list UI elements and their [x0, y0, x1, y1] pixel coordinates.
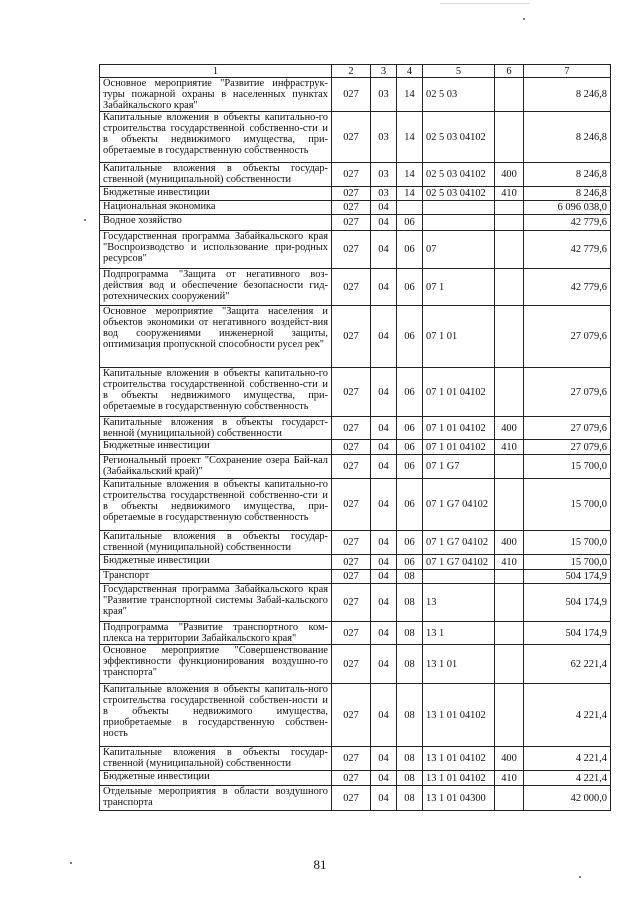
amount-cell: 27 079,6 [524, 440, 611, 455]
table-row [100, 645, 611, 684]
name-cell: Капитальные вложения в объекты капиталь-ного строительства государственной собствен-ности и в объекты недвижимого имущества, приобретаемые в государственную собствен-ность [100, 684, 332, 747]
code-6-cell [495, 570, 524, 584]
code-3-cell: 04 [371, 201, 397, 215]
code-6-cell [495, 684, 524, 747]
code-4-cell: 08 [397, 684, 423, 747]
table-row [100, 570, 611, 584]
code-3-cell: 03 [371, 187, 397, 201]
code-2-cell: 027 [332, 479, 371, 531]
table-row [100, 622, 611, 645]
code-4-cell: 14 [397, 78, 423, 112]
code-6-cell [495, 112, 524, 163]
amount-cell: 42 779,6 [524, 269, 611, 306]
code-2-cell: 027 [332, 306, 371, 368]
table-row [100, 479, 611, 531]
scan-artifact-line [440, 3, 530, 4]
header-cell: 6 [495, 65, 524, 78]
code-5-cell: 07 1 G7 04102 [423, 555, 495, 570]
amount-cell: 4 221,4 [524, 747, 611, 771]
name-cell: Бюджетные инвестиции [100, 187, 332, 201]
amount-cell: 42 779,6 [524, 215, 611, 231]
scan-speck [523, 18, 525, 20]
code-3-cell: 04 [371, 747, 397, 771]
table-row [100, 163, 611, 187]
name-cell: Капитальные вложения в объекты государ-ственной (муниципальной) собственности [100, 747, 332, 771]
amount-cell: 27 079,6 [524, 368, 611, 417]
code-5-cell [423, 570, 495, 584]
code-2-cell: 027 [332, 112, 371, 163]
table-row [100, 215, 611, 231]
code-5-cell: 13 [423, 584, 495, 622]
name-cell: Национальная экономика [100, 201, 332, 215]
code-3-cell: 04 [371, 771, 397, 786]
table-row [100, 112, 611, 163]
code-6-cell: 410 [495, 187, 524, 201]
code-3-cell: 04 [371, 622, 397, 645]
code-5-cell: 13 1 01 04102 [423, 747, 495, 771]
code-6-cell [495, 368, 524, 417]
code-4-cell: 08 [397, 645, 423, 684]
table-row [100, 531, 611, 555]
code-4-cell: 06 [397, 440, 423, 455]
code-2-cell: 027 [332, 78, 371, 112]
code-3-cell: 04 [371, 269, 397, 306]
table-row [100, 368, 611, 417]
code-6-cell: 400 [495, 163, 524, 187]
code-6-cell: 400 [495, 531, 524, 555]
name-cell: Основное мероприятие "Совершенствование эффективности функционирования воздушно-го транспорта" [100, 645, 332, 684]
amount-cell: 6 096 038,0 [524, 201, 611, 215]
code-3-cell: 03 [371, 112, 397, 163]
header-cell: 4 [397, 65, 423, 78]
header-cell: 7 [524, 65, 611, 78]
amount-cell: 27 079,6 [524, 417, 611, 440]
table-row [100, 747, 611, 771]
name-cell: Капитальные вложения в объекты государст-венной (муниципальной) собственности [100, 417, 332, 440]
code-6-cell [495, 231, 524, 269]
code-2-cell: 027 [332, 531, 371, 555]
code-3-cell: 04 [371, 570, 397, 584]
code-4-cell: 14 [397, 163, 423, 187]
name-cell: Отдельные мероприятия в области воздушного транспорта [100, 786, 332, 811]
code-5-cell [423, 201, 495, 215]
header-cell: 5 [423, 65, 495, 78]
code-5-cell: 07 1 G7 04102 [423, 531, 495, 555]
code-4-cell [397, 201, 423, 215]
name-cell: Капитальные вложения в объекты капитально-го строительства государственной собственно-сти и в объекты недвижимого имущества, при-обретаемые в государственную собственность [100, 112, 332, 163]
amount-cell: 504 174,9 [524, 570, 611, 584]
table-row [100, 417, 611, 440]
table-body [100, 78, 611, 811]
code-4-cell: 06 [397, 368, 423, 417]
code-2-cell: 027 [332, 455, 371, 479]
name-cell: Бюджетные инвестиции [100, 440, 332, 455]
code-2-cell: 027 [332, 771, 371, 786]
code-6-cell [495, 622, 524, 645]
code-2-cell: 027 [332, 570, 371, 584]
code-2-cell: 027 [332, 215, 371, 231]
code-3-cell: 04 [371, 368, 397, 417]
name-cell: Бюджетные инвестиции [100, 555, 332, 570]
code-6-cell: 410 [495, 555, 524, 570]
code-5-cell: 07 1 01 04102 [423, 440, 495, 455]
code-4-cell: 06 [397, 417, 423, 440]
amount-cell: 42 000,0 [524, 786, 611, 811]
name-cell: Капитальные вложения в объекты капитально-го строительства государственной собственно-сти и в объекты недвижимого имущества, при-обретаемые в государственную собственность [100, 368, 332, 417]
code-6-cell [495, 215, 524, 231]
amount-cell: 4 221,4 [524, 684, 611, 747]
table-row [100, 306, 611, 368]
table-row [100, 684, 611, 747]
code-6-cell: 400 [495, 417, 524, 440]
table-row [100, 786, 611, 811]
amount-cell: 15 700,0 [524, 555, 611, 570]
name-cell: Транспорт [100, 570, 332, 584]
amount-cell: 8 246,8 [524, 163, 611, 187]
code-3-cell: 04 [371, 555, 397, 570]
name-cell: Капитальные вложения в объекты государ-ственной (муниципальной) собственности [100, 531, 332, 555]
table-row [100, 269, 611, 306]
amount-cell: 8 246,8 [524, 187, 611, 201]
code-5-cell: 02 5 03 [423, 78, 495, 112]
amount-cell: 15 700,0 [524, 479, 611, 531]
table-row [100, 201, 611, 215]
amount-cell: 504 174,9 [524, 584, 611, 622]
header-cell: 2 [332, 65, 371, 78]
code-3-cell: 04 [371, 417, 397, 440]
code-2-cell: 027 [332, 368, 371, 417]
code-2-cell: 027 [332, 684, 371, 747]
code-5-cell: 13 1 01 [423, 645, 495, 684]
amount-cell: 27 079,6 [524, 306, 611, 368]
code-4-cell: 06 [397, 215, 423, 231]
code-2-cell: 027 [332, 622, 371, 645]
code-5-cell: 07 1 01 04102 [423, 417, 495, 440]
code-4-cell: 06 [397, 531, 423, 555]
code-4-cell: 06 [397, 479, 423, 531]
amount-cell: 62 221,4 [524, 645, 611, 684]
table-row [100, 187, 611, 201]
code-3-cell: 04 [371, 215, 397, 231]
code-5-cell: 07 1 01 04102 [423, 368, 495, 417]
name-cell: Региональный проект "Сохранение озера Бай-кал (Забайкальский край)" [100, 455, 332, 479]
code-6-cell [495, 455, 524, 479]
code-5-cell: 07 1 G7 [423, 455, 495, 479]
code-2-cell: 027 [332, 786, 371, 811]
code-3-cell: 04 [371, 306, 397, 368]
code-4-cell: 14 [397, 187, 423, 201]
code-4-cell: 06 [397, 231, 423, 269]
table-row [100, 584, 611, 622]
code-3-cell: 04 [371, 440, 397, 455]
name-cell: Капитальные вложения в объекты капитально-го строительства государственной собственно-сти и в объекты недвижимого имущества, при-обретаемые в государственную собственность [100, 479, 332, 531]
code-6-cell: 410 [495, 440, 524, 455]
code-2-cell: 027 [332, 440, 371, 455]
code-6-cell [495, 584, 524, 622]
code-5-cell: 02 5 03 04102 [423, 112, 495, 163]
code-3-cell: 04 [371, 584, 397, 622]
code-4-cell: 06 [397, 269, 423, 306]
amount-cell: 15 700,0 [524, 455, 611, 479]
name-cell: Подпрограмма "Защита от негативного воз-действия вод и обеспечение безопасности гид-ротехнических сооружений" [100, 269, 332, 306]
code-2-cell: 027 [332, 584, 371, 622]
table-header-row [100, 65, 611, 78]
code-5-cell: 13 1 01 04102 [423, 684, 495, 747]
code-3-cell: 03 [371, 78, 397, 112]
header-cell: 1 [100, 65, 332, 78]
code-3-cell: 04 [371, 455, 397, 479]
code-4-cell: 08 [397, 747, 423, 771]
code-4-cell: 08 [397, 570, 423, 584]
code-3-cell: 04 [371, 645, 397, 684]
code-6-cell [495, 786, 524, 811]
code-2-cell: 027 [332, 417, 371, 440]
code-6-cell [495, 645, 524, 684]
name-cell: Бюджетные инвестиции [100, 771, 332, 786]
code-6-cell [495, 78, 524, 112]
code-4-cell: 08 [397, 584, 423, 622]
amount-cell: 15 700,0 [524, 531, 611, 555]
code-4-cell: 14 [397, 112, 423, 163]
code-2-cell: 027 [332, 187, 371, 201]
code-4-cell: 06 [397, 555, 423, 570]
code-5-cell: 13 1 01 04102 [423, 771, 495, 786]
code-3-cell: 04 [371, 531, 397, 555]
code-5-cell: 07 1 01 [423, 306, 495, 368]
budget-table [99, 64, 611, 811]
table-row [100, 440, 611, 455]
code-5-cell [423, 215, 495, 231]
amount-cell: 4 221,4 [524, 771, 611, 786]
code-2-cell: 027 [332, 231, 371, 269]
code-6-cell [495, 306, 524, 368]
table-row [100, 555, 611, 570]
code-4-cell: 08 [397, 771, 423, 786]
code-3-cell: 04 [371, 786, 397, 811]
code-5-cell: 02 5 03 04102 [423, 163, 495, 187]
code-3-cell: 03 [371, 163, 397, 187]
code-5-cell: 13 1 [423, 622, 495, 645]
code-4-cell: 08 [397, 622, 423, 645]
code-4-cell: 08 [397, 786, 423, 811]
code-4-cell: 06 [397, 306, 423, 368]
scan-speck [579, 876, 581, 878]
header-cell: 3 [371, 65, 397, 78]
code-6-cell: 410 [495, 771, 524, 786]
code-5-cell: 02 5 03 04102 [423, 187, 495, 201]
code-2-cell: 027 [332, 645, 371, 684]
name-cell: Капитальные вложения в объекты государ-ственной (муниципальной) собственности [100, 163, 332, 187]
table-row [100, 455, 611, 479]
amount-cell: 42 779,6 [524, 231, 611, 269]
name-cell: Государственная программа Забайкальского края "Развитие транспортной системы Забай-кальского края" [100, 584, 332, 622]
code-2-cell: 027 [332, 201, 371, 215]
amount-cell: 504 174,9 [524, 622, 611, 645]
code-2-cell: 027 [332, 163, 371, 187]
name-cell: Подпрограмма "Развитие транспортного ком-плекса на территории Забайкальского края" [100, 622, 332, 645]
code-5-cell: 07 1 G7 04102 [423, 479, 495, 531]
code-6-cell [495, 201, 524, 215]
code-6-cell: 400 [495, 747, 524, 771]
code-6-cell [495, 269, 524, 306]
code-5-cell: 07 1 [423, 269, 495, 306]
code-3-cell: 04 [371, 231, 397, 269]
code-4-cell: 06 [397, 455, 423, 479]
name-cell: Государственная программа Забайкальского края "Воспроизводство и использование при-родных ресурсов" [100, 231, 332, 269]
code-2-cell: 027 [332, 747, 371, 771]
table-row [100, 231, 611, 269]
table-row [100, 771, 611, 786]
code-3-cell: 04 [371, 684, 397, 747]
table-row [100, 78, 611, 112]
name-cell: Основное мероприятие "Защита населения и объектов экономики от негативного воздейст-вия вод сооружениями инженерной защиты, оптимизация пропускной способности русел рек" [100, 306, 332, 368]
name-cell: Водное хозяйство [100, 215, 332, 231]
code-6-cell [495, 479, 524, 531]
page-number: 81 [313, 857, 327, 872]
name-cell: Основное мероприятие "Развитие инфраструк-туры пожарной охраны в населенных пунктах Забайкальского края" [100, 78, 332, 112]
code-5-cell: 13 1 01 04300 [423, 786, 495, 811]
code-2-cell: 027 [332, 555, 371, 570]
code-5-cell: 07 [423, 231, 495, 269]
code-2-cell: 027 [332, 269, 371, 306]
code-3-cell: 04 [371, 479, 397, 531]
amount-cell: 8 246,8 [524, 78, 611, 112]
amount-cell: 8 246,8 [524, 112, 611, 163]
scan-speck [84, 219, 86, 221]
